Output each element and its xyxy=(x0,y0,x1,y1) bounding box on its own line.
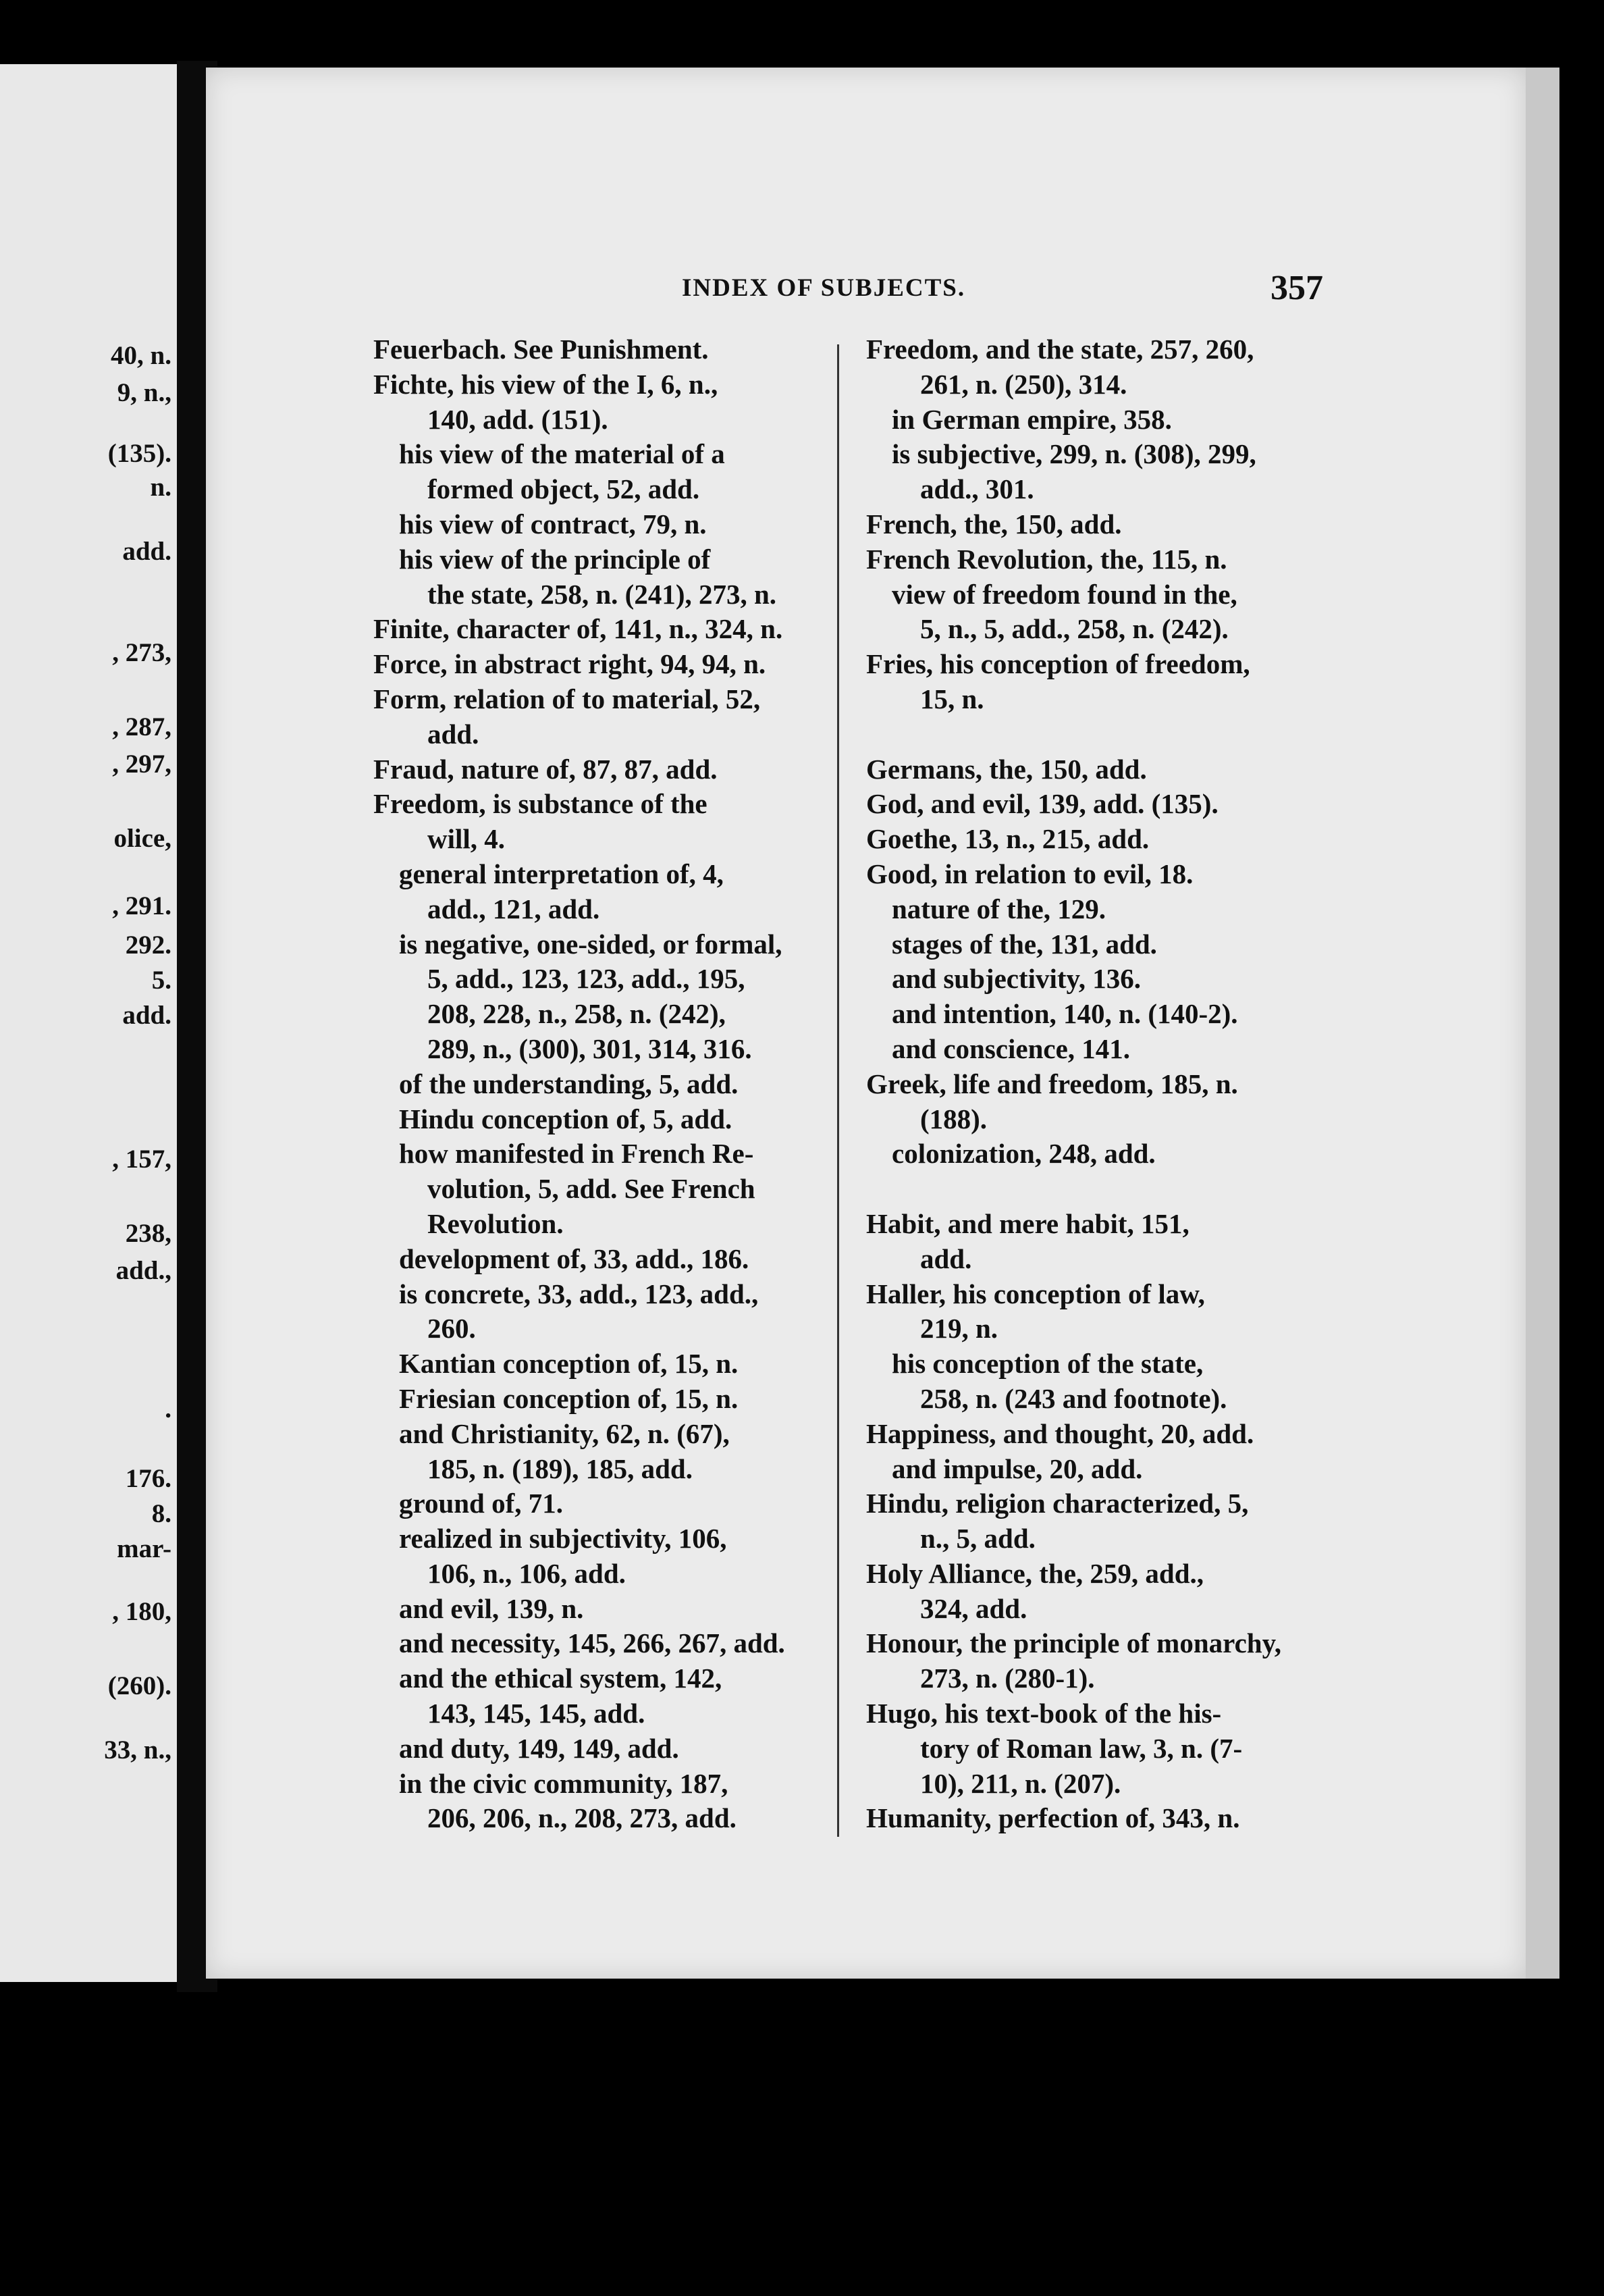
index-entry-line: Freedom, and the state, 257, 260, xyxy=(866,334,1254,365)
index-entry-line: his view of the material of a xyxy=(399,438,725,470)
index-entry-line: and the ethical system, 142, xyxy=(399,1663,722,1694)
index-entry-line: Haller, his conception of law, xyxy=(866,1278,1205,1309)
index-entry-line: is subjective, 299, n. (308), 299, xyxy=(892,438,1256,470)
index-entry-line: Freedom, is substance of the xyxy=(373,788,707,820)
index-entry-line: and impulse, 20, add. xyxy=(892,1453,1143,1484)
facing-page-text: 176. xyxy=(125,1464,171,1493)
index-entry-line: 258, n. (243 and footnote). xyxy=(920,1382,1227,1414)
index-entry-line: Humanity, perfection of, 343, n. xyxy=(866,1802,1240,1834)
index-entry-line: Holy Alliance, the, 259, add., xyxy=(866,1557,1204,1589)
facing-page-text: n. xyxy=(150,473,171,502)
index-entry-line: development of, 33, add., 186. xyxy=(399,1243,749,1274)
index-column-left xyxy=(373,332,819,1836)
index-entry-line: Force, in abstract right, 94, 94, n. xyxy=(373,648,766,680)
index-entry-line: Friesian conception of, 15, n. xyxy=(399,1382,739,1414)
index-entry-line: in German empire, 358. xyxy=(892,403,1172,435)
index-entry-line: is concrete, 33, add., 123, add., xyxy=(399,1278,759,1309)
index-entry-line: Fraud, nature of, 87, 87, add. xyxy=(373,753,718,785)
page-number: 357 xyxy=(1271,269,1323,307)
index-entry-line: 273, n. (280-1). xyxy=(920,1663,1095,1694)
index-entry-line: stages of the, 131, add. xyxy=(892,928,1157,960)
facing-page-text: olice, xyxy=(113,824,171,853)
index-entry-line: Habit, and mere habit, 151, xyxy=(866,1207,1189,1239)
index-entry-line: Good, in relation to evil, 18. xyxy=(866,858,1194,889)
facing-page-text: 5. xyxy=(151,966,171,995)
index-entry-line: add. xyxy=(920,1243,972,1274)
facing-page-text: (135). xyxy=(107,439,171,468)
index-entry-line: Form, relation of to material, 52, xyxy=(373,683,761,714)
facing-page-text: 9, n., xyxy=(117,378,171,407)
column-divider xyxy=(837,344,839,1837)
running-head xyxy=(682,269,1323,314)
facing-page-text: 33, n., xyxy=(104,1736,171,1765)
index-entry-line: Fichte, his view of the I, 6, n., xyxy=(373,368,718,400)
index-entry-line: his view of the principle of xyxy=(399,543,711,575)
index-entry-line: and duty, 149, 149, add. xyxy=(399,1732,679,1764)
facing-page-text: , 287, xyxy=(112,712,171,741)
index-entry-line: realized in subjectivity, 106, xyxy=(399,1523,727,1555)
index-entry-line: and Christianity, 62, n. (67), xyxy=(399,1417,730,1449)
index-entry-line: 261, n. (250), 314. xyxy=(920,368,1127,400)
index-entry-line: and evil, 139, n. xyxy=(399,1592,584,1624)
index-entry-line: Revolution. xyxy=(427,1207,564,1239)
index-entry-line: add., 301. xyxy=(920,473,1034,505)
facing-page-text: , 273, xyxy=(112,638,171,667)
facing-page-text: , 180, xyxy=(112,1597,171,1626)
index-entry-line: 206, 206, n., 208, 273, add. xyxy=(427,1802,737,1834)
index-entry-line: 106, n., 106, add. xyxy=(427,1557,626,1589)
index-letter-break xyxy=(866,1172,1318,1207)
index-entry-line: and conscience, 141. xyxy=(892,1033,1131,1064)
index-entry-line: add., 121, add. xyxy=(427,893,600,924)
index-letter-break xyxy=(866,717,1318,752)
index-entry-line: 10), 211, n. (207). xyxy=(920,1767,1121,1799)
index-entry-line: colonization, 248, add. xyxy=(892,1138,1156,1170)
page-edge xyxy=(1526,68,1559,1979)
index-entry-line: of the understanding, 5, add. xyxy=(399,1068,739,1099)
facing-page-text: , 297, xyxy=(112,750,171,779)
index-entry-line: 260. xyxy=(427,1313,476,1345)
index-entry-line: Happiness, and thought, 20, add. xyxy=(866,1417,1254,1449)
index-entry-line: Germans, the, 150, add. xyxy=(866,753,1147,785)
index-entry-line: add. xyxy=(427,718,479,750)
index-entry-line: tory of Roman law, 3, n. (7- xyxy=(920,1732,1243,1764)
index-entry-line: 5, add., 123, 123, add., 195, xyxy=(427,963,745,995)
index-entry-line: (188). xyxy=(920,1103,988,1134)
index-entry-line: Hindu, religion characterized, 5, xyxy=(866,1488,1249,1519)
index-entry-line: the state, 258, n. (241), 273, n. xyxy=(427,578,777,610)
index-entry-line: Feuerbach. See Punishment. xyxy=(373,334,709,365)
index-entry-line: 140, add. (151). xyxy=(427,403,608,435)
index-entry-line: French Revolution, the, 115, n. xyxy=(866,543,1227,575)
running-head-title: INDEX OF SUBJECTS. xyxy=(682,274,966,302)
index-entry-line: Fries, his conception of freedom, xyxy=(866,648,1250,680)
facing-page-text: 40, n. xyxy=(111,341,171,370)
facing-page-text: add. xyxy=(122,537,171,566)
index-entry-line: Greek, life and freedom, 185, n. xyxy=(866,1068,1238,1099)
index-entry-line: Finite, character of, 141, n., 324, n. xyxy=(373,613,783,645)
facing-page-text: . xyxy=(165,1394,171,1424)
index-entry-line: Hugo, his text-book of the his- xyxy=(866,1698,1222,1729)
index-entry-line: view of freedom found in the, xyxy=(892,578,1237,610)
index-entry-line: and subjectivity, 136. xyxy=(892,963,1142,995)
index-entry-line: and intention, 140, n. (140-2). xyxy=(892,998,1238,1030)
index-entry-line: will, 4. xyxy=(427,823,506,855)
facing-page-text: , 291. xyxy=(112,891,171,920)
index-entry-line: in the civic community, 187, xyxy=(399,1767,728,1799)
index-entry-line: Honour, the principle of monarchy, xyxy=(866,1627,1282,1659)
index-entry-line: 5, n., 5, add., 258, n. (242). xyxy=(920,613,1229,645)
facing-page-text: mar- xyxy=(117,1534,171,1563)
index-entry-line: general interpretation of, 4, xyxy=(399,858,724,889)
index-entry-line: his conception of the state, xyxy=(892,1348,1204,1380)
index-entry-line: volution, 5, add. See French xyxy=(427,1173,755,1205)
index-entry-line: Goethe, 13, n., 215, add. xyxy=(866,823,1150,855)
index-entry-line: 185, n. (189), 185, add. xyxy=(427,1453,693,1484)
index-entry-line: how manifested in French Re- xyxy=(399,1138,754,1170)
facing-page-text: 238, xyxy=(125,1219,171,1248)
index-entry-line: French, the, 150, add. xyxy=(866,508,1122,540)
index-entry-line: is negative, one-sided, or formal, xyxy=(399,928,782,960)
index-entry-line: 208, 228, n., 258, n. (242), xyxy=(427,998,726,1030)
index-entry-line: formed object, 52, add. xyxy=(427,473,700,505)
index-entry-line: 219, n. xyxy=(920,1313,998,1345)
index-entry-line: nature of the, 129. xyxy=(892,893,1106,924)
index-entry-line: 15, n. xyxy=(920,683,984,714)
index-entry-line: Kantian conception of, 15, n. xyxy=(399,1348,739,1380)
index-entry-line: 289, n., (300), 301, 314, 316. xyxy=(427,1033,752,1064)
index-entry-line: his view of contract, 79, n. xyxy=(399,508,707,540)
index-entry-line: and necessity, 145, 266, 267, add. xyxy=(399,1627,785,1659)
facing-page-fragment xyxy=(0,64,177,1982)
index-entry-line: n., 5, add. xyxy=(920,1523,1036,1555)
facing-page-text: , 157, xyxy=(112,1145,171,1174)
index-entry-line: 143, 145, 145, add. xyxy=(427,1698,645,1729)
facing-page-text: 8. xyxy=(151,1499,171,1528)
index-entry-line: ground of, 71. xyxy=(399,1488,564,1519)
index-column-right xyxy=(866,332,1318,1836)
index-entry-line: Hindu conception of, 5, add. xyxy=(399,1103,732,1134)
index-entry-line: God, and evil, 139, add. (135). xyxy=(866,788,1219,820)
facing-page-text: (260). xyxy=(107,1671,171,1700)
index-entry-line: 324, add. xyxy=(920,1592,1027,1624)
facing-page-text: 292. xyxy=(125,931,171,960)
facing-page-text: add. xyxy=(122,1001,171,1030)
facing-page-text: add., xyxy=(115,1256,171,1285)
